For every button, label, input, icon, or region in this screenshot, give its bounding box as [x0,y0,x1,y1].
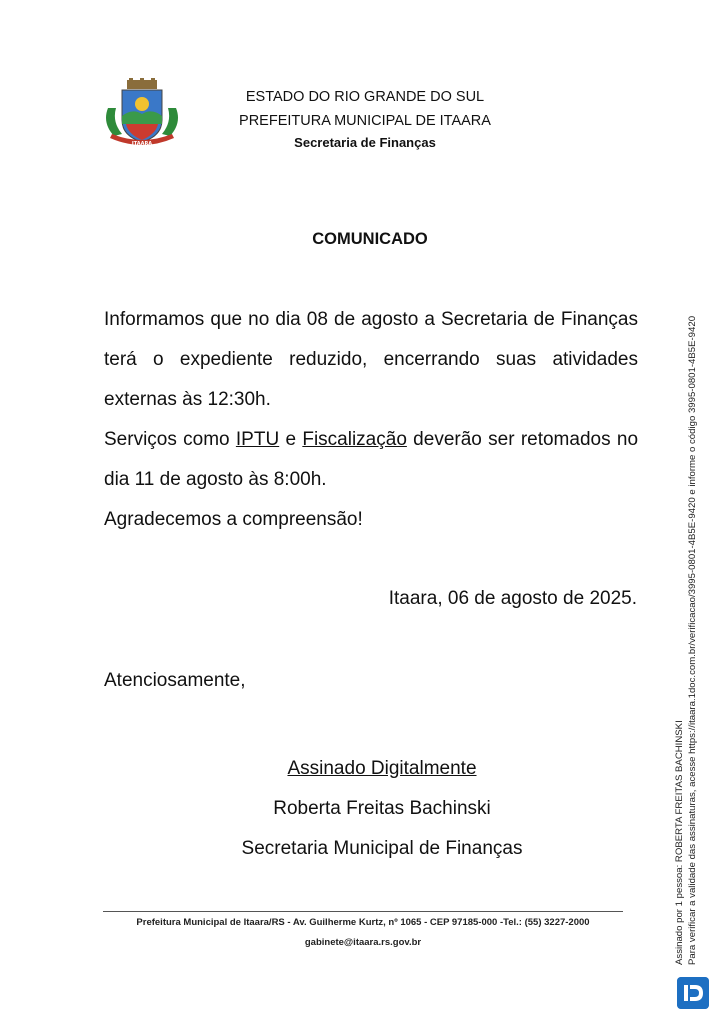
document-title: COMUNICADO [312,230,428,248]
body-line-6: Agradecemos a compreensão! [104,509,363,530]
verification-logo-icon[interactable] [677,977,709,1009]
footer-divider [103,911,623,912]
signature-label: Assinado Digitalmente [287,758,477,779]
footer-address: Prefeitura Municipal de Itaara/RS - Av. Guilherme Kurtz, nº 1065 - CEP 97185-000 -Tel.: (55) 3227-2000 [136,917,590,928]
body-line-4-mid: e [279,429,303,450]
header-state: ESTADO DO RIO GRANDE DO SUL [245,89,485,105]
crest-ribbon-text: ITAARA [131,141,153,147]
signer-name: Roberta Freitas Bachinski [273,798,491,819]
body-line-3: externas às 12:30h. [104,389,271,410]
iptu-term: IPTU [235,429,280,450]
body-line-1: Informamos que no dia 08 de agosto a Secretaria de Finanças [104,309,638,330]
body-line-5: dia 11 de agosto às 8:00h. [104,469,327,490]
signer-role: Secretaria Municipal de Finanças [241,838,523,859]
body-line-4 [104,428,638,452]
document-date: Itaara, 06 de agosto de 2025. [388,588,637,609]
closing: Atenciosamente, [104,670,246,691]
fiscalizacao-term: Fiscalização [302,429,407,450]
signature-stamp-line-2: Para verificar a validade das assinaturas, acesse https://itaara.1doc.com.br/verificacao/3995-0801-4B5E-9420 e informe o código 3995-0801-4B5E-9420 [687,315,698,965]
header-prefeitura: PREFEITURA MUNICIPAL DE ITAARA [239,113,491,129]
body-line-2: terá o expediente reduzido, encerrando suas atividades [104,349,638,370]
footer-email: gabinete@itaara.rs.gov.br [304,937,422,948]
signature-stamp-line-1: Assinado por 1 pessoa: ROBERTA FREITAS BACHINSKI [674,720,685,965]
header-secretaria: Secretaria de Finanças [294,135,436,150]
municipal-crest-icon [100,78,184,152]
body-line-4-pre: Serviços como [104,429,236,450]
body-line-4-post: deverão ser retomados no [406,429,639,450]
